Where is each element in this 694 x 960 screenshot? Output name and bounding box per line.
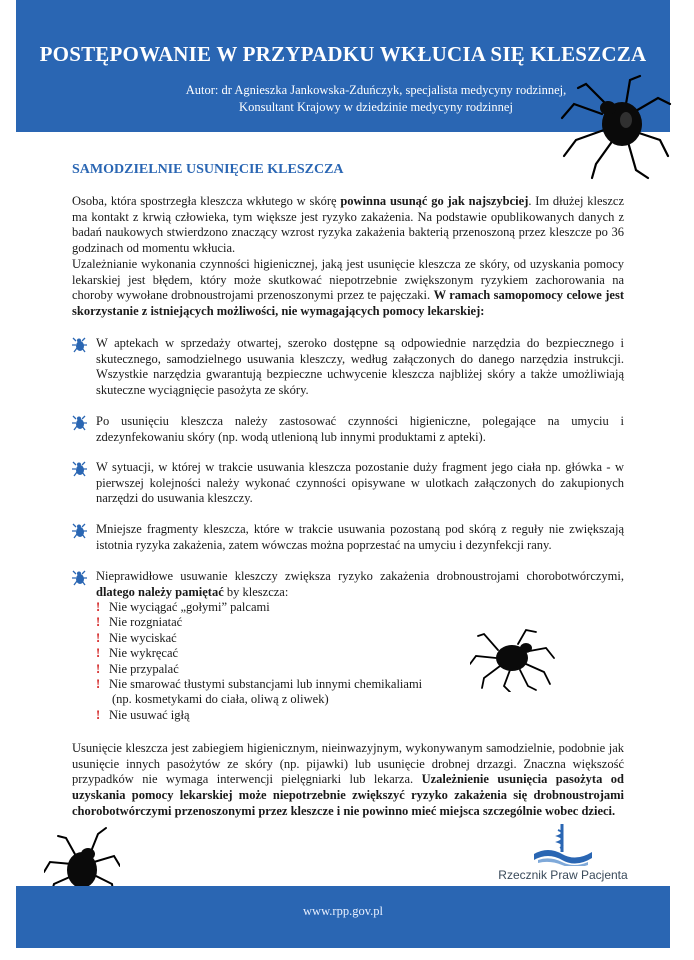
intro-emphasis: powinna usunąć go jak najszybciej [340,194,529,208]
tick-bullet-icon [72,522,88,540]
bullet-text [96,569,624,600]
warning-exclamation-icon: ! [96,600,101,614]
author-line-1: Autor: dr Agnieszka Jankowska-Zduńczyk, specjalista medycyny rodzinnej, [185,83,567,97]
warning-exclamation-icon: ! [96,661,101,676]
dont-item [96,600,422,615]
bullet-emphasis: dlatego należy pamiętać [96,584,224,599]
caduceus-wave-icon [528,822,598,866]
list-item [72,569,624,600]
bullet-text: Po usunięciu kleszcza należy zastosować czynności higieniczne, polegające na umyciu i zdezynfekowaniu skóry (np. wodą utlenioną lub innymi produktami z apteki). [96,414,624,444]
logo-name: Rzecznik Praw Pacjenta [498,868,628,882]
closing-paragraph [72,741,624,820]
bullet-text: W sytuacji, w której w trakcie usuwania kleszcza pozostanie duży fragment jego ciała np. główka - w pierwszej kolejności należy wykonać czynności opisywane w ulotkach załączonych do zakupionych narzędzi do usuwania kleszczy. [96,460,624,506]
list-item [72,460,624,507]
dont-item [96,708,422,723]
section-title: SAMODZIELNIE USUNIĘCIE KLESZCZA [72,162,344,177]
page-title: POSTĘPOWANIE W PRZYPADKU WKŁUCIA SIĘ KLESZCZA [39,42,647,66]
tick-illustration-top-icon [556,74,674,184]
rpp-logo [498,822,628,884]
footer-banner [16,886,670,948]
tick-bullet-icon [72,569,88,587]
warning-exclamation-icon [96,692,109,707]
dont-item [96,615,422,630]
tick-bullet-icon [72,336,88,354]
tick-bullet-icon [72,414,88,432]
website-link[interactable]: www.rpp.gov.pl [303,904,383,918]
bullet-text-part: Nieprawidłowe usuwanie kleszczy zwiększa ryzyko zakażenia drobnoustrojami chorobotwórczymi, [96,569,624,583]
tick-bullet-icon [72,460,88,478]
dont-text: Nie przypalać [109,661,179,676]
list-item [72,522,624,553]
dont-text: Nie usuwać igłą [109,707,190,722]
bullet-text-part: by kleszcza: [223,584,289,599]
dont-item [96,646,422,661]
donts-list [96,600,422,723]
author-info [136,82,616,116]
bullet-text: W aptekach w sprzedaży otwartej, szeroko dostępne są odpowiednie narzędzia do bezpiecznego i skutecznego, samodzielnego usuwania kleszczy, według załączonych do danego narzędzia instrukcji. Wszystkie narzędzia gwarantują bezpieczne uchwycenie kleszcza najbliżej skóry a także umożliwiają skuteczne wyciągnięcie pasożyta ze skóry. [96,336,624,398]
dont-text: (np. kosmetykami do ciała, oliwą z oliwek) [112,692,329,707]
warning-exclamation-icon: ! [96,615,101,630]
dont-item-continuation [96,692,422,707]
closing-text: Usunięcie kleszcza jest zabiegiem higienicznym, nieinwazyjnym, wykonywanym samodzielnie, podobnie jak usunięcie innych pasożytów ze skóry (np. pijawki) lub usunięcie drobnej drzazgi. Znaczna większość przypadków nie wymaga interwencji pielęgniarki lub lekarza. [72,741,624,787]
intro-text: Osoba, która spostrzegła kleszcza wkłutego w skórę [72,194,341,208]
dont-item [96,677,422,692]
bullet-text: Mniejsze fragmenty kleszcza, które w trakcie usuwania pozostaną pod skórą z reguły nie zwiększają istotnia ryzyka zakażenia, zatem wówczas można poprzestać na umyciu i dezynfekcji rany. [96,522,624,552]
intro-paragraph-1 [72,194,624,257]
dont-text: Nie rozgniatać [109,615,183,630]
dont-text: Nie smarować tłustymi substancjami lub innymi chemikaliami [109,677,423,692]
warning-exclamation-icon: ! [96,677,101,692]
dont-text: Nie wykręcać [109,646,179,661]
warning-exclamation-icon: ! [96,646,101,661]
dont-item [96,631,422,646]
intro-text: . Im dłużej kleszcz ma kontakt z krwią człowieka, tym większe jest ryzyko zakażenia. Na podstawie opublikowanych danych z badań naukowych stwierdzono znaczący wzrost ryzyka zakażenia bakterią przenoszoną przez kleszcze po 36 godzinach od momentu wkłucia. [72,194,624,256]
warning-exclamation-icon: ! [96,630,101,645]
closing-emphasis: Uzależnienie usunięcia pasożyta od uzyskania pomocy lekarskiej może niepotrzebnie zwiększyć ryzyko zakażenia się drobnoustrojami chorobotwórczymi przenoszonymi przez kleszcze i nie powinno mieć miejsca szczególnie wobec dzieci. [72,772,624,818]
list-item [72,336,624,399]
author-line-2: Konsultant Krajowy w dziedzinie medycyny rodzinnej [239,100,513,114]
intro-text: Uzależnianie wykonania czynności higienicznej, jaką jest usunięcie kleszcza ze skóry, od uzyskania pomocy lekarskiej jest błędem, który może skutkować niepotrzebnie zwiększonym ryzykiem zachorowania na choroby wywołane drobnoustrojami przenoszonymi przez te pajęczaki. [72,257,624,303]
dont-text: Nie wyciskać [109,630,177,645]
dont-item [96,662,422,677]
warning-exclamation-icon: ! [96,707,101,722]
intro-emphasis: W ramach samopomocy celowe jest skorzystanie z istniejących możliwości, nie wymagających pomocy lekarskiej: [72,288,624,319]
dont-text: Nie wyciągać „gołymi” palcami [109,600,270,614]
intro-paragraph-2 [72,257,624,320]
list-item [72,414,624,445]
tick-illustration-middle-icon [470,626,556,692]
